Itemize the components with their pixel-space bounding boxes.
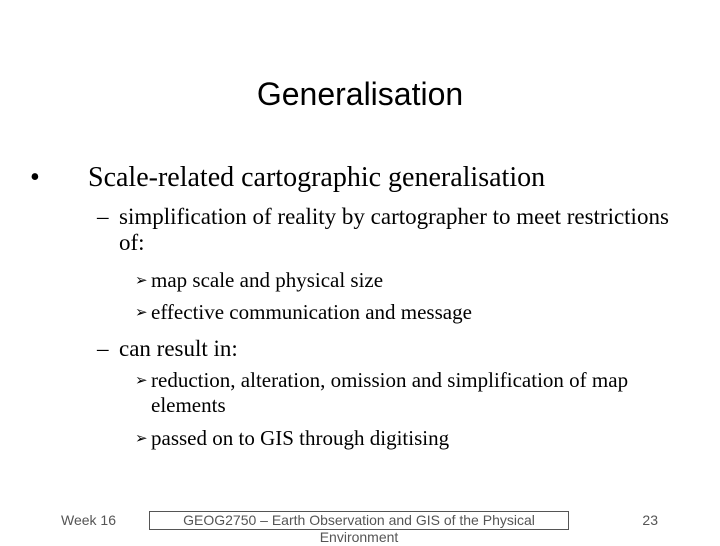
footer-page-number: 23 (642, 512, 658, 528)
sub-item-2-1 (135, 368, 660, 418)
dash-symbol: – (97, 336, 109, 361)
slide-title: Generalisation (256, 76, 464, 112)
sub-item-1-1 (135, 268, 660, 293)
main-bullet (30, 158, 545, 198)
sub-item-1-1-text: map scale and physical size (151, 268, 384, 292)
bullet-symbol: • (30, 162, 40, 193)
sub-point-1 (97, 204, 677, 256)
arrow-bullet-icon: ➢ (135, 271, 148, 289)
sub-point-2 (97, 336, 677, 362)
sub-item-2-2 (135, 426, 660, 451)
footer-week: Week 16 (61, 512, 116, 528)
sub-item-1-2 (135, 300, 660, 325)
arrow-bullet-icon: ➢ (135, 303, 148, 321)
footer-course-title-text: GEOG2750 – Earth Observation and GIS of the Physical Environment (183, 512, 535, 545)
sub-item-2-2-text: passed on to GIS through digitising (151, 426, 450, 450)
sub-item-2-1-text: reduction, alteration, omission and simplification of map elements (151, 368, 629, 417)
sub-item-1-2-text: effective communication and message (151, 300, 472, 324)
arrow-bullet-icon: ➢ (135, 429, 148, 447)
sub-point-2-text: can result in: (119, 336, 238, 361)
main-bullet-text: Scale-related cartographic generalisation (88, 162, 546, 193)
footer-course-title (149, 511, 569, 545)
arrow-bullet-icon: ➢ (135, 371, 148, 389)
dash-symbol: – (97, 204, 109, 229)
sub-point-1-text: simplification of reality by cartographer to meet restrictions of: (119, 204, 669, 255)
